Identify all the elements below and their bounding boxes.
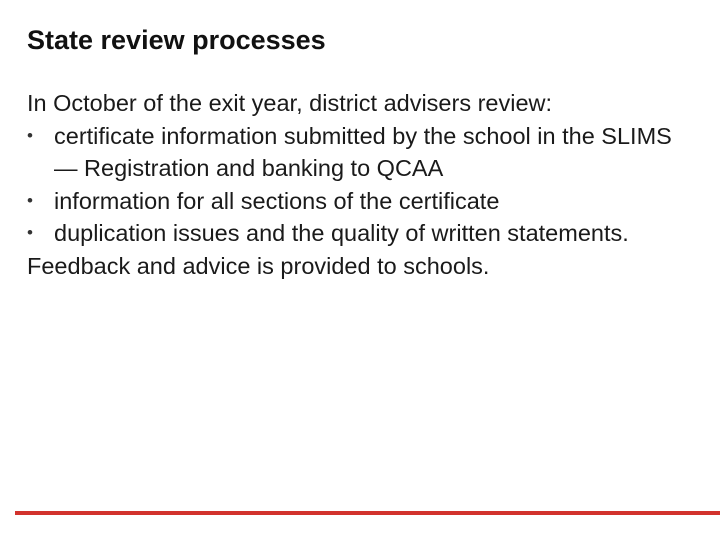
bullet-text: duplication issues and the quality of written statements. [54,220,629,246]
bullet-list [27,120,697,250]
bullet-item [27,120,697,185]
bullet-icon: • [27,223,33,242]
footer-accent-bar [15,511,720,515]
intro-text: In October of the exit year, district advisers review: [27,90,553,116]
bullet-text: certificate information submitted by the school in the SLIMS — Registration and banking to QCAA [54,122,672,181]
bullet-text: information for all sections of the certificate [54,187,500,214]
bullet-icon: • [27,125,33,145]
slide-body [27,87,697,282]
bullet-item [27,185,697,218]
bullet-icon: • [27,190,33,210]
slide-title: State review processes [27,25,326,55]
closing-text: Feedback and advice is provided to schools. [27,252,490,279]
bullet-item [27,217,697,250]
